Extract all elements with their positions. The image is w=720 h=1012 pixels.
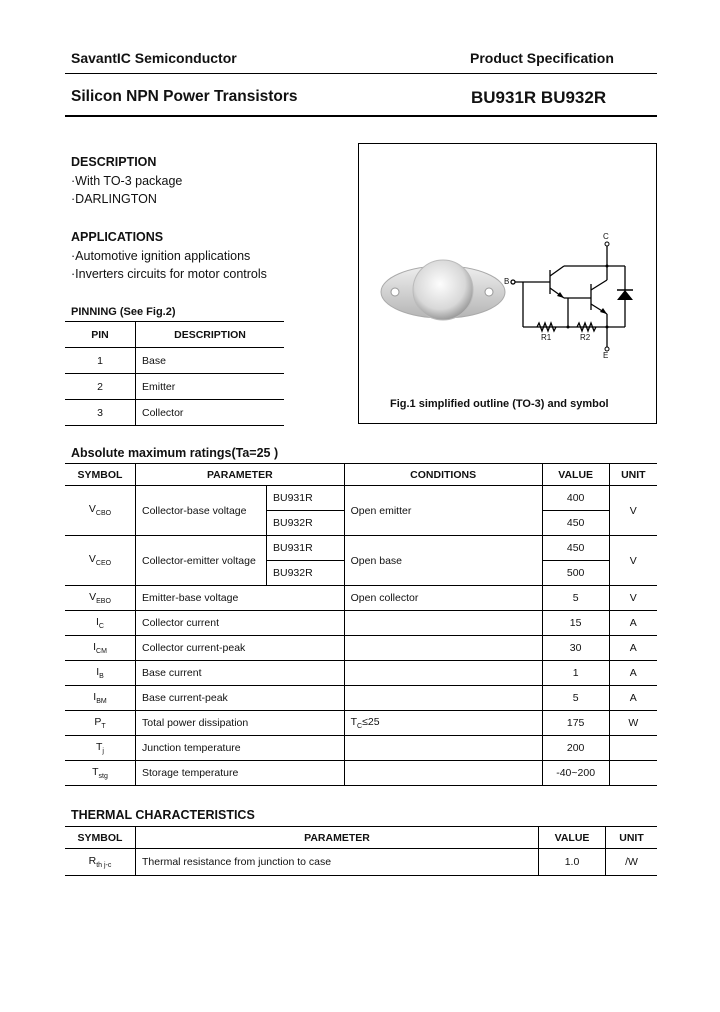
- header-rule-top: [65, 73, 657, 74]
- col-parameter: PARAMETER: [136, 827, 539, 849]
- ratings-row: [65, 736, 657, 761]
- parameter-cell: Base current-peak: [136, 686, 345, 711]
- part-cell: BU931R: [267, 486, 345, 511]
- emitter-label: E: [603, 351, 609, 360]
- parameter-cell: Base current: [136, 661, 345, 686]
- pin-header: PIN: [65, 322, 136, 348]
- pin-desc-header: DESCRIPTION: [136, 322, 285, 348]
- value-cell: 400: [542, 486, 609, 511]
- col-parameter: PARAMETER: [136, 464, 345, 486]
- pin-description: Emitter: [136, 374, 285, 400]
- unit-cell: A: [609, 636, 657, 661]
- figure-caption: Fig.1 simplified outline (TO-3) and symbol: [390, 398, 609, 410]
- ratings-table: [65, 463, 657, 786]
- value-cell: 15: [542, 611, 609, 636]
- company-name: SavantIC Semiconductor: [71, 50, 237, 66]
- unit-cell: W: [609, 711, 657, 736]
- value-cell: 5: [542, 686, 609, 711]
- symbol-cell: $I_B$: [65, 661, 136, 686]
- unit-cell: V: [609, 536, 657, 586]
- unit-cell: [609, 761, 657, 786]
- pin-description: Base: [136, 348, 285, 374]
- ratings-row: [65, 661, 657, 686]
- conditions-cell: $T_C\le 25$: [344, 711, 542, 736]
- pin-number: 2: [65, 374, 136, 400]
- conditions-cell: [344, 636, 542, 661]
- col-symbol: SYMBOL: [65, 464, 136, 486]
- applications-item: ·Inverters circuits for motor controls: [71, 267, 267, 281]
- col-unit: UNIT: [606, 827, 658, 849]
- figure-box: [358, 143, 657, 424]
- conditions-cell: [344, 761, 542, 786]
- unit-cell: A: [609, 686, 657, 711]
- symbol-cell: $V_{EBO}$: [65, 586, 136, 611]
- part-cell: BU932R: [267, 511, 345, 536]
- collector-label: C: [603, 232, 609, 241]
- parameter-cell: Emitter-base voltage: [136, 586, 345, 611]
- unit-cell: A: [609, 661, 657, 686]
- part-numbers: BU931R BU932R: [471, 88, 607, 107]
- parameter-cell: Collector-emitter voltage: [136, 536, 267, 586]
- base-label: B: [504, 277, 510, 286]
- value-cell: 450: [542, 536, 609, 561]
- header-rule-bottom: [65, 115, 657, 117]
- parameter-cell: Thermal resistance from junction to case: [136, 849, 539, 876]
- description-item: ·DARLINGTON: [71, 192, 157, 206]
- col-conditions: CONDITIONS: [344, 464, 542, 486]
- value-cell: 450: [542, 511, 609, 536]
- ratings-row: [65, 761, 657, 786]
- pinning-table: [65, 321, 284, 426]
- ratings-row: [65, 686, 657, 711]
- conditions-cell: Open base: [344, 536, 542, 586]
- pin-number: 1: [65, 348, 136, 374]
- value-cell: -40~200: [542, 761, 609, 786]
- value-cell: 30: [542, 636, 609, 661]
- applications-item: ·Automotive ignition applications: [71, 249, 251, 263]
- ratings-row: [65, 586, 657, 611]
- col-value: VALUE: [539, 827, 606, 849]
- applications-title: APPLICATIONS: [71, 230, 164, 244]
- ratings-row: [65, 611, 657, 636]
- thermal-table: [65, 826, 657, 876]
- parameter-cell: Total power dissipation: [136, 711, 345, 736]
- symbol-cell: $P_T$: [65, 711, 136, 736]
- symbol-cell: $T_{stg}$: [65, 761, 136, 786]
- conditions-cell: [344, 611, 542, 636]
- parameter-cell: Collector current: [136, 611, 345, 636]
- conditions-cell: [344, 686, 542, 711]
- value-cell: 200: [542, 736, 609, 761]
- symbol-cell: $I_C$: [65, 611, 136, 636]
- unit-cell: /W: [606, 849, 658, 876]
- symbol-cell: $I_{CM}$: [65, 636, 136, 661]
- parameter-cell: Collector current-peak: [136, 636, 345, 661]
- pin-number: 3: [65, 400, 136, 426]
- ratings-row: [65, 711, 657, 736]
- symbol-cell: $I_{BM}$: [65, 686, 136, 711]
- description-title: DESCRIPTION: [71, 155, 157, 169]
- col-unit: UNIT: [609, 464, 657, 486]
- part-cell: BU932R: [267, 561, 345, 586]
- thermal-title: THERMAL CHARACTERISTICS: [71, 808, 255, 822]
- parameter-cell: Collector-base voltage: [136, 486, 267, 536]
- value-cell: 500: [542, 561, 609, 586]
- description-item: ·With TO-3 package: [71, 174, 183, 188]
- ratings-title: Absolute maximum ratings(Ta=25 ): [71, 446, 279, 460]
- ratings-row: [65, 636, 657, 661]
- pin-description: Collector: [136, 400, 285, 426]
- conditions-cell: [344, 661, 542, 686]
- product-line: Silicon NPN Power Transistors: [71, 88, 298, 105]
- value-cell: 175: [542, 711, 609, 736]
- part-cell: BU931R: [267, 536, 345, 561]
- r2-label: R2: [580, 333, 591, 342]
- spec-label: Product Specification: [470, 50, 614, 66]
- parameter-cell: Junction temperature: [136, 736, 345, 761]
- value-cell: 1: [542, 661, 609, 686]
- unit-cell: V: [609, 586, 657, 611]
- col-value: VALUE: [542, 464, 609, 486]
- col-symbol: SYMBOL: [65, 827, 136, 849]
- symbol-cell: $V_{CEO}$: [65, 536, 136, 586]
- symbol-cell: $T_j$: [65, 736, 136, 761]
- pinning-title: PINNING (See Fig.2): [71, 306, 176, 318]
- parameter-cell: Storage temperature: [136, 761, 345, 786]
- value-cell: 1.0: [539, 849, 606, 876]
- symbol-cell: $R_{th j-c}$: [65, 849, 136, 876]
- conditions-cell: Open emitter: [344, 486, 542, 536]
- unit-cell: V: [609, 486, 657, 536]
- conditions-cell: [344, 736, 542, 761]
- conditions-cell: Open collector: [344, 586, 542, 611]
- unit-cell: A: [609, 611, 657, 636]
- symbol-cell: $V_{CBO}$: [65, 486, 136, 536]
- value-cell: 5: [542, 586, 609, 611]
- unit-cell: [609, 736, 657, 761]
- r1-label: R1: [541, 333, 552, 342]
